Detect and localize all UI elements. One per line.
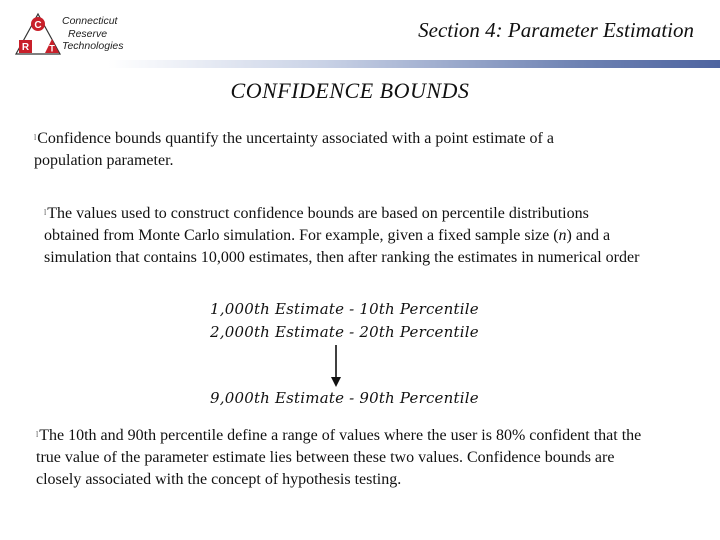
paragraph-1 [34,127,614,172]
paragraph-1-text: Confidence bounds quantify the uncertainty associated with a point estimate of a population parameter. [34,130,554,169]
paragraph-2 [44,202,644,269]
logo-line-1: Connecticut [62,15,118,27]
estimate-line-1: 1,000th Estimate - 10th Percentile [210,300,479,318]
bullet-marker: l [44,208,47,217]
down-arrow-icon [330,345,342,387]
logo-letter-c: C [34,20,42,31]
logo-letter-r: R [21,42,30,53]
paragraph-3 [36,424,646,491]
paragraph-2-text-b: ) and a simulation that contains 10,000 estimates, then after ranking the estimates in numerical order [44,227,640,266]
logo-line-3: Technologies [62,40,124,52]
logo-letter-t: T [49,43,55,54]
bullet-marker: l [36,430,39,439]
slide-title: CONFIDENCE BOUNDS [230,78,470,103]
bullet-marker: l [34,133,37,142]
section-title: Section 4: Parameter Estimation [418,18,694,42]
logo-triangle-icon [14,12,62,56]
paragraph-3-text: The 10th and 90th percentile define a range of values where the user is 80% confident that the true value of the parameter estimate lies between these two values. Confidence bounds are closely associated with the concept of hypothesis testing. [36,427,642,488]
estimate-line-2: 2,000th Estimate - 20th Percentile [210,323,479,341]
logo-text [62,15,124,53]
estimate-line-3: 9,000th Estimate - 90th Percentile [210,389,479,407]
paragraph-2-text-a: The values used to construct confidence bounds are based on percentile distributions obtained from Monte Carlo simulation. For example, given a fixed sample size ( [44,205,589,244]
logo-line-2: Reserve [68,27,108,40]
paragraph-2-italic-n: n [558,227,567,244]
company-logo [14,12,126,56]
header-divider [0,60,720,68]
